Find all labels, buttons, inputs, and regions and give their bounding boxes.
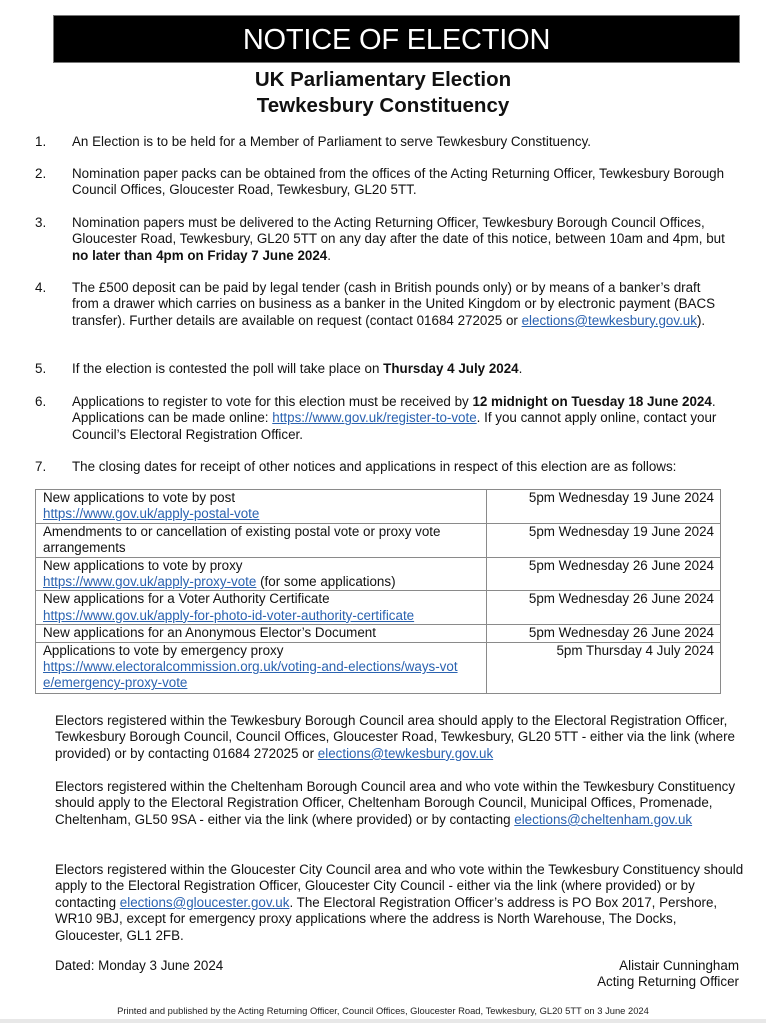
gloucester-council-info [55,862,745,944]
deadline-date: 5pm Wednesday 26 June 2024 [487,625,721,642]
item-text [72,280,727,329]
council-info-text: Electors registered within the Cheltenham Borough Council area and who vote within the Tewkesbury Constituency should apply to the Electoral Registration Officer, Cheltenham Borough Council, Municipal Offices, Promenade, Cheltenham, GL50 9SA - either via the link (where provided) or by contacting [55,779,736,827]
deadline-date: 5pm Wednesday 26 June 2024 [487,557,721,591]
item-text-body: Nomination papers must be delivered to the Acting Returning Officer, Tewkesbury Borough Council Offices, Gloucester Road, Tewkesbury, GL20 5TT on any day after the date of this notice, between 10am and 4pm, but [72,215,725,247]
item-text [72,394,737,443]
postal-vote-link[interactable]: https://www.gov.uk/apply-postal-vote [43,506,260,522]
item-number: 2. [35,166,47,181]
item-text-body: The closing dates for receipt of other notices and applications in respect of this election are as follows: [72,459,677,474]
deadline-description [36,591,487,625]
deadline-description [36,490,487,524]
register-to-vote-link[interactable]: https://www.gov.uk/register-to-vote [272,410,477,426]
item-text [72,459,752,475]
emergency-proxy-link[interactable]: https://www.electoralcommission.org.uk/voting-and-elections/ways-vote/emergency-proxy-vote [43,659,458,691]
deadline-description [36,523,487,557]
tewkesbury-elections-email-link[interactable]: elections@tewkesbury.gov.uk [317,745,494,761]
deadline-label: Amendments to or cancellation of existing postal vote or proxy vote arrangements [43,523,441,556]
table-row [36,490,721,524]
item-text-body: The £500 deposit can be paid by legal tender (cash in British pounds only) or by means of a banker’s draft from a drawer which carries on business as a banker in the United Kingdom or by electronic payment (BACS transfer). Further details are available on request (contact 01684 272025 or [72,280,716,328]
item-text [72,134,752,150]
officer-name: Alistair Cunningham [619,958,739,973]
deadline-label: New applications for a Voter Authority Certificate [43,591,330,607]
item-text-body: Nomination paper packs can be obtained from the offices of the Acting Returning Officer, Tewkesbury Borough Council Offices, Gloucester Road, Tewkesbury, GL20 5TT. [72,166,725,198]
notice-date: Dated: Monday 3 June 2024 [55,958,224,973]
item-text-tail: . [327,247,331,263]
tewkesbury-council-info [55,713,745,762]
deadline-date: 5pm Wednesday 19 June 2024 [487,490,721,524]
signature-block [597,958,739,991]
item-text-mid: . Applications can be made online: [72,394,716,426]
voter-authority-certificate-link[interactable]: https://www.gov.uk/apply-for-photo-id-voter-authority-certificate [43,607,415,623]
poll-date: Thursday 4 July 2024 [383,361,519,376]
table-row [36,642,721,693]
deadline-label: New applications to vote by proxy [43,557,243,573]
notice-banner: NOTICE OF ELECTION [53,15,740,63]
registration-deadline: 12 midnight on Tuesday 18 June 2024 [472,394,712,409]
deadline-description [36,557,487,591]
item-text [72,215,732,264]
item-text [72,361,752,377]
deadline-label: Applications to vote by emergency proxy [43,642,284,658]
deadlines-table [35,489,721,694]
deadline-date: 5pm Thursday 4 July 2024 [487,642,721,693]
item-number: 1. [35,134,47,149]
deadline-label: New applications to vote by post [43,490,236,505]
item-number: 7. [35,459,47,474]
election-title: UK Parliamentary Election [254,68,512,91]
item-number: 6. [35,394,47,409]
item-text-tail: . [518,361,523,376]
proxy-vote-link[interactable]: https://www.gov.uk/apply-proxy-vote [43,574,257,590]
officer-role: Acting Returning Officer [597,974,739,990]
tewkesbury-email-link[interactable]: elections@tewkesbury.gov.uk [521,312,697,328]
nomination-deadline: no later than 4pm on Friday 7 June 2024 [72,247,328,263]
deadline-description [36,642,487,693]
item-text-body: If the election is contested the poll will take place on [72,361,384,376]
item-number: 5. [35,361,47,376]
deadline-date: 5pm Wednesday 19 June 2024 [487,523,721,557]
council-info-text: Electors registered within the Tewkesbury Borough Council area should apply to the Electoral Registration Officer, Tewkesbury Borough Council, Council Offices, Gloucester Road, Tewkesbury, GL20 5TT - either via the link (where provided) or by contacting 01684 272025 or [55,713,736,761]
council-info-text: Electors registered within the Gloucester City Council area and who vote within the Tewkesbury Constituency should apply to the Electoral Registration Officer, Gloucester City Council - either via the link (where provided) or by contacting [55,862,744,910]
table-row [36,557,721,591]
table-row [36,523,721,557]
page-bottom-edge [0,1019,766,1023]
deadline-note: (for some applications) [256,574,396,590]
item-text [72,166,732,199]
council-info-tail: . The Electoral Registration Officer’s address is PO Box 2017, Pershore, WR10 9BJ, except for emergency proxy applications where the address is North Warehouse, The Docks, Gloucester, GL1 2FB. [55,894,718,943]
item-text-body: Applications to register to vote for this election must be received by [72,394,473,409]
deadline-description [36,625,487,642]
deadline-date: 5pm Wednesday 26 June 2024 [487,591,721,625]
gloucester-elections-email-link[interactable]: elections@gloucester.gov.uk [119,894,290,910]
constituency-title: Tewkesbury Constituency [256,94,510,117]
item-text-tail: . If you cannot apply online, contact your Council’s Electoral Registration Officer. [72,410,717,442]
cheltenham-council-info [55,779,745,828]
item-number: 4. [35,280,47,295]
cheltenham-elections-email-link[interactable]: elections@cheltenham.gov.uk [514,811,693,827]
imprint-footer: Printed and published by the Acting Returning Officer, Council Offices, Gloucester Road, Tewkesbury, GL20 5TT on 3 June 2024 [117,1005,649,1016]
item-number: 3. [35,215,47,230]
item-text-tail: ). [696,312,706,328]
table-row [36,591,721,625]
deadline-label: New applications for an Anonymous Elector’s Document [43,625,376,641]
item-text-body: An Election is to be held for a Member of Parliament to serve Tewkesbury Constituency. [72,134,592,149]
table-row [36,625,721,642]
